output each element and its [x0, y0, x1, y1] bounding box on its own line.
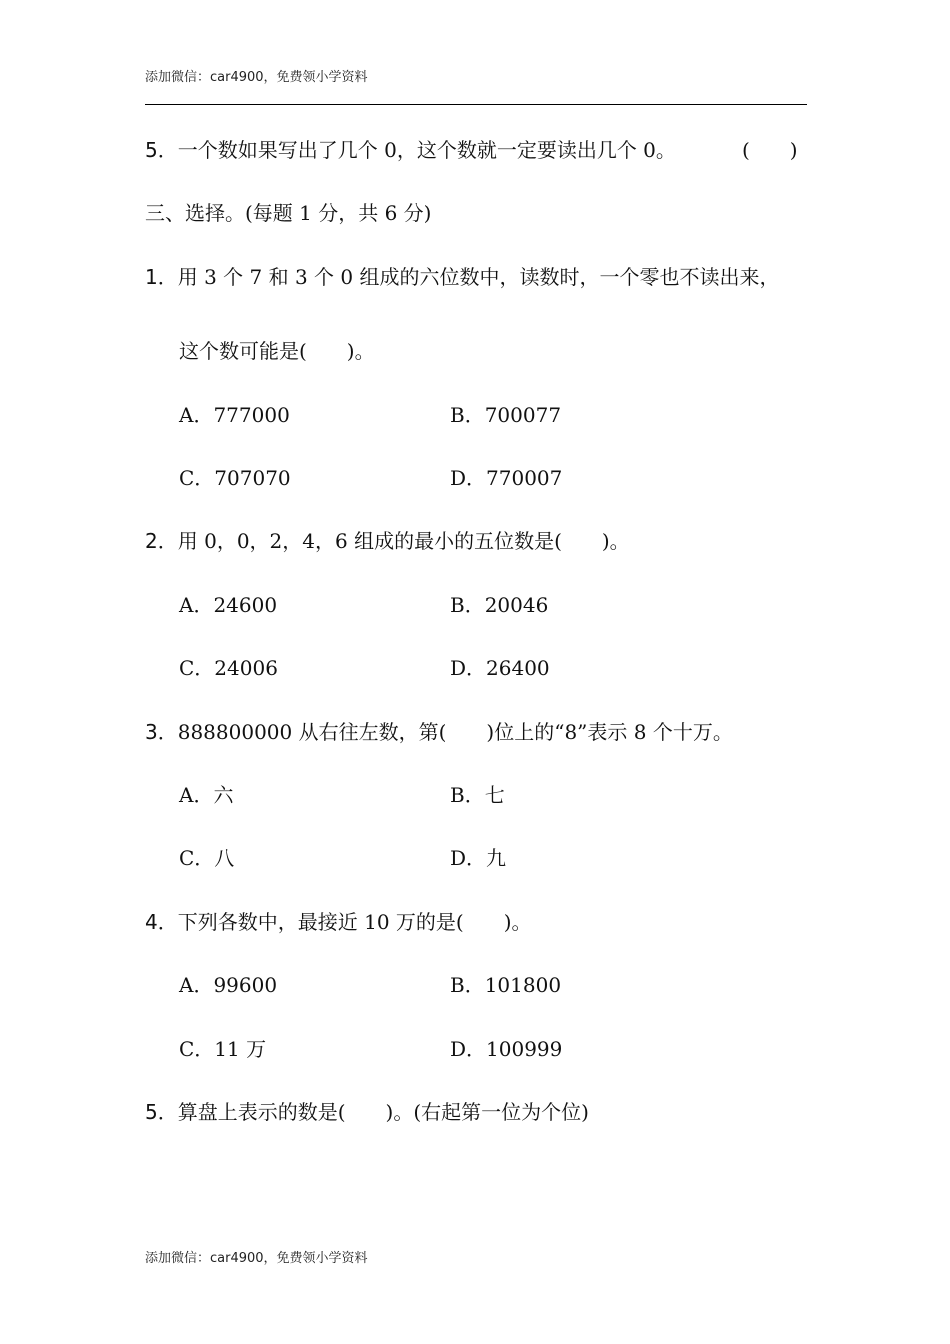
- question-number: 2．: [145, 529, 178, 553]
- section-title: 三、选择。(每题 1 分，共 6 分): [145, 201, 432, 225]
- header-divider: [145, 104, 807, 105]
- question-number: 4．: [145, 910, 178, 934]
- judge-item-text: 一个数如果写出了几个 0，这个数就一定要读出几个 0。: [177, 138, 676, 162]
- question-number: 3．: [145, 720, 178, 744]
- question-text: 下列各数中，最接近 10 万的是( )。: [177, 910, 532, 934]
- question-text: 用 0，0，2，4，6 组成的最小的五位数是( )。: [177, 529, 630, 553]
- question-3-option-b[interactable]: B．七: [450, 783, 505, 807]
- question-2-option-d[interactable]: D．26400: [450, 656, 550, 680]
- judge-answer-bracket[interactable]: ( ): [742, 138, 798, 162]
- question-3: [145, 718, 733, 746]
- question-3-option-d[interactable]: D．九: [450, 846, 507, 870]
- question-number: 5．: [145, 1100, 178, 1124]
- question-4-option-a[interactable]: A．99600: [179, 973, 278, 997]
- question-2-option-b[interactable]: B．20046: [450, 593, 549, 617]
- question-2: [145, 527, 630, 555]
- judge-item-5: [145, 136, 676, 164]
- question-1-option-d[interactable]: D．770007: [450, 466, 563, 490]
- question-4-option-c[interactable]: C．11 万: [179, 1037, 267, 1061]
- question-number: 1．: [145, 265, 178, 289]
- question-4-option-d[interactable]: D．100999: [450, 1037, 563, 1061]
- question-2-option-c[interactable]: C．24006: [179, 656, 278, 680]
- question-3-option-a[interactable]: A．六: [179, 783, 234, 807]
- question-1-option-c[interactable]: C．707070: [179, 466, 291, 490]
- question-4: [145, 908, 532, 936]
- question-1: [145, 263, 780, 291]
- question-text: 用 3 个 7 和 3 个 0 组成的六位数中，读数时，一个零也不读出来，: [177, 265, 780, 289]
- question-1-option-b[interactable]: B．700077: [450, 403, 562, 427]
- question-4-option-b[interactable]: B．101800: [450, 973, 562, 997]
- question-text: 888800000 从右往左数，第( )位上的“8”表示 8 个十万。: [177, 720, 733, 744]
- question-1-option-a[interactable]: A．777000: [179, 403, 290, 427]
- question-5: [145, 1098, 589, 1126]
- header-watermark-note: 添加微信：car4900，免费领小学资料: [145, 70, 368, 85]
- question-1-continuation: 这个数可能是( )。: [179, 339, 375, 363]
- footer-watermark-note: 添加微信：car4900，免费领小学资料: [145, 1251, 368, 1266]
- question-2-option-a[interactable]: A．24600: [179, 593, 278, 617]
- question-text: 算盘上表示的数是( )。(右起第一位为个位): [177, 1100, 589, 1124]
- question-3-option-c[interactable]: C．八: [179, 846, 235, 870]
- judge-item-number: 5．: [145, 138, 178, 162]
